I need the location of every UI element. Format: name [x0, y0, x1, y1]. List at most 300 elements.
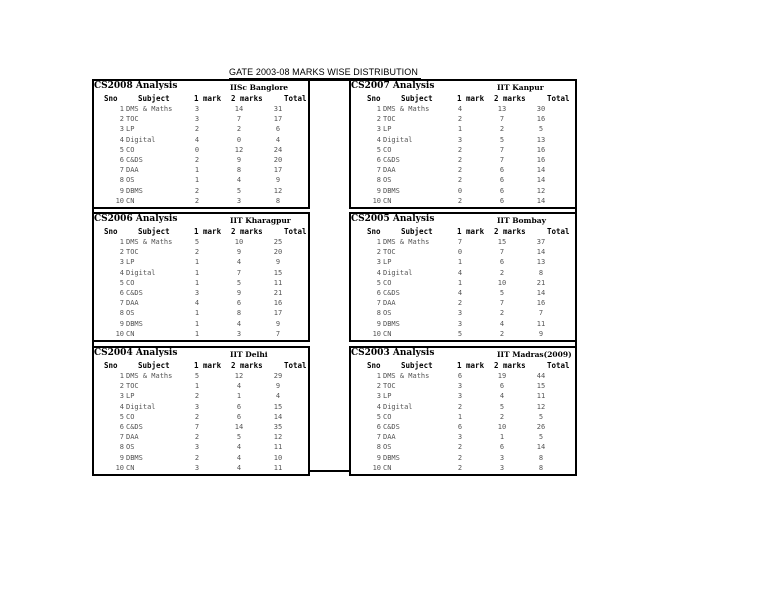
table-row	[94, 443, 308, 453]
subject-cell: DAA	[383, 299, 396, 308]
sno-cell: 1	[119, 105, 124, 113]
subject-cell: LP	[383, 392, 392, 401]
sno-cell: 1	[376, 238, 381, 246]
column-header-m1: 1 mark	[457, 361, 485, 370]
table-row	[351, 392, 575, 402]
one-mark-cell: 2	[457, 145, 463, 154]
sno-cell: 4	[119, 402, 124, 411]
subject-cell: DMS & Maths	[126, 238, 173, 246]
total-cell: 17	[273, 309, 283, 318]
sno-cell: 2	[119, 382, 124, 391]
subject-cell: CN	[383, 329, 392, 338]
sno-cell: 5	[119, 145, 124, 154]
two-mark-cell: 6	[499, 258, 505, 267]
table-row	[351, 320, 575, 330]
one-mark-cell: 0	[457, 186, 463, 195]
subject-cell: LP	[383, 258, 392, 267]
one-mark-cell: 3	[457, 319, 463, 328]
subject-cell: C&DS	[383, 156, 400, 164]
sno-cell: 3	[119, 125, 124, 134]
two-mark-cell: 3	[236, 196, 242, 205]
table-row	[351, 382, 575, 392]
subject-cell: OS	[383, 309, 392, 318]
column-header-m2: 2 marks	[494, 227, 526, 236]
sno-cell: 3	[119, 258, 124, 267]
total-cell: 9	[538, 329, 544, 338]
one-mark-cell: 3	[194, 443, 200, 452]
sno-cell: 2	[376, 382, 381, 391]
subject-cell: DBMS	[126, 453, 143, 462]
analysis-panel	[349, 346, 577, 476]
analysis-panel	[349, 212, 577, 342]
two-mark-cell: 4	[236, 443, 242, 452]
two-mark-cell: 4	[499, 392, 505, 401]
subject-cell: TOC	[126, 115, 139, 124]
two-mark-cell: 10	[234, 238, 244, 246]
table-row	[351, 238, 575, 248]
two-mark-cell: 15	[497, 238, 507, 246]
column-header-subject: Subject	[401, 361, 433, 370]
one-mark-cell: 1	[194, 278, 200, 287]
total-cell: 12	[273, 433, 283, 442]
one-mark-cell: 3	[457, 433, 463, 442]
analysis-panel	[92, 79, 310, 209]
sno-cell: 10	[115, 196, 124, 205]
total-cell: 6	[275, 125, 281, 134]
table-row	[94, 372, 308, 382]
table-row	[351, 372, 575, 382]
column-header-sno: Sno	[104, 227, 118, 236]
column-header-total: Total	[547, 361, 570, 370]
panel-institute: IIT Bombay	[497, 216, 546, 225]
sno-cell: 1	[119, 238, 124, 246]
two-mark-cell: 14	[234, 423, 244, 431]
two-mark-cell: 1	[236, 392, 242, 401]
one-mark-cell: 7	[457, 238, 463, 246]
panel-institute: IIT Kharagpur	[230, 216, 291, 225]
total-cell: 16	[536, 299, 546, 308]
table-row	[94, 105, 308, 115]
one-mark-cell: 1	[194, 176, 200, 185]
two-mark-cell: 5	[236, 278, 242, 287]
table-row	[94, 279, 308, 289]
subject-cell: DMS & Maths	[126, 105, 173, 113]
two-mark-cell: 3	[236, 329, 242, 338]
table-row	[94, 433, 308, 443]
total-cell: 17	[273, 166, 283, 175]
one-mark-cell: 2	[194, 125, 200, 134]
total-cell: 11	[536, 319, 546, 328]
table-row	[94, 403, 308, 413]
total-cell: 13	[536, 135, 546, 144]
one-mark-cell: 4	[457, 105, 463, 113]
one-mark-cell: 1	[457, 125, 463, 134]
one-mark-cell: 2	[194, 156, 200, 164]
sno-cell: 10	[372, 196, 381, 205]
table-row	[351, 443, 575, 453]
table-row	[351, 136, 575, 146]
total-cell: 9	[275, 176, 281, 185]
table-row	[351, 258, 575, 268]
two-mark-cell: 7	[499, 248, 505, 257]
table-row	[351, 187, 575, 197]
table-row	[351, 269, 575, 279]
table-row	[94, 238, 308, 248]
subject-cell: DAA	[126, 433, 139, 442]
two-mark-cell: 7	[499, 156, 505, 164]
one-mark-cell: 3	[194, 105, 200, 113]
sno-cell: 8	[376, 309, 381, 318]
two-mark-cell: 4	[236, 453, 242, 462]
one-mark-cell: 1	[194, 166, 200, 175]
total-cell: 20	[273, 248, 283, 257]
subject-cell: LP	[126, 392, 135, 401]
sno-cell: 2	[376, 248, 381, 257]
subject-cell: DAA	[383, 166, 396, 175]
subject-cell: DMS & Maths	[383, 372, 430, 380]
one-mark-cell: 1	[457, 258, 463, 267]
two-mark-cell: 12	[234, 145, 244, 154]
panel-title: CS2003 Analysis	[351, 348, 435, 358]
subject-cell: LP	[126, 258, 135, 267]
two-mark-cell: 13	[497, 105, 507, 113]
total-cell: 13	[536, 258, 546, 267]
sno-cell: 9	[119, 186, 124, 195]
column-header-sno: Sno	[104, 94, 118, 103]
two-mark-cell: 4	[236, 382, 242, 391]
one-mark-cell: 2	[457, 196, 463, 205]
one-mark-cell: 5	[194, 372, 200, 380]
table-row	[94, 320, 308, 330]
two-mark-cell: 4	[236, 463, 242, 472]
subject-cell: CO	[126, 412, 135, 421]
sno-cell: 5	[376, 145, 381, 154]
total-cell: 14	[536, 443, 546, 452]
two-mark-cell: 12	[234, 372, 244, 380]
total-cell: 10	[273, 453, 283, 462]
two-mark-cell: 19	[497, 372, 507, 380]
total-cell: 14	[536, 166, 546, 175]
total-cell: 15	[273, 402, 283, 411]
sno-cell: 8	[119, 309, 124, 318]
table-row	[351, 248, 575, 258]
subject-cell: DMS & Maths	[126, 372, 173, 380]
subject-cell: Digital	[383, 402, 413, 411]
total-cell: 9	[275, 258, 281, 267]
two-mark-cell: 7	[499, 299, 505, 308]
table-row	[351, 105, 575, 115]
one-mark-cell: 2	[457, 166, 463, 175]
sno-cell: 1	[376, 372, 381, 380]
total-cell: 4	[275, 392, 281, 401]
two-mark-cell: 8	[236, 309, 242, 318]
two-mark-cell: 6	[499, 382, 505, 391]
table-row	[94, 156, 308, 166]
table-row	[94, 136, 308, 146]
subject-cell: DBMS	[383, 186, 400, 195]
subject-cell: CN	[126, 463, 135, 472]
subject-cell: Digital	[126, 402, 156, 411]
two-mark-cell: 14	[234, 105, 244, 113]
total-cell: 15	[273, 268, 283, 277]
panel-title: CS2004 Analysis	[94, 348, 178, 358]
column-header-total: Total	[547, 227, 570, 236]
sno-cell: 4	[376, 135, 381, 144]
one-mark-cell: 3	[457, 382, 463, 391]
two-mark-cell: 6	[236, 412, 242, 421]
sno-cell: 3	[376, 258, 381, 267]
subject-cell: TOC	[126, 248, 139, 257]
table-row	[94, 146, 308, 156]
one-mark-cell: 2	[194, 453, 200, 462]
sno-cell: 4	[376, 268, 381, 277]
table-row	[94, 330, 308, 340]
two-mark-cell: 5	[499, 402, 505, 411]
sno-cell: 9	[119, 319, 124, 328]
sno-cell: 9	[376, 319, 381, 328]
two-mark-cell: 6	[236, 299, 242, 308]
subject-cell: DMS & Maths	[383, 105, 430, 113]
subject-cell: LP	[126, 125, 135, 134]
table-row	[94, 125, 308, 135]
sno-cell: 2	[119, 115, 124, 124]
total-cell: 30	[536, 105, 546, 113]
two-mark-cell: 2	[499, 125, 505, 134]
one-mark-cell: 1	[194, 382, 200, 391]
sno-cell: 10	[372, 329, 381, 338]
two-mark-cell: 7	[236, 115, 242, 124]
table-row	[94, 299, 308, 309]
one-mark-cell: 3	[194, 115, 200, 124]
subject-cell: DBMS	[126, 319, 143, 328]
two-mark-cell: 7	[236, 268, 242, 277]
two-mark-cell: 4	[236, 258, 242, 267]
total-cell: 11	[273, 278, 283, 287]
one-mark-cell: 2	[457, 115, 463, 124]
two-mark-cell: 2	[499, 309, 505, 318]
subject-cell: OS	[126, 176, 135, 185]
table-row	[351, 176, 575, 186]
panel-title: CS2007 Analysis	[351, 81, 435, 91]
subject-cell: CO	[383, 278, 392, 287]
one-mark-cell: 1	[194, 329, 200, 338]
column-header-subject: Subject	[138, 94, 170, 103]
total-cell: 25	[273, 238, 283, 246]
sno-cell: 10	[372, 463, 381, 472]
total-cell: 14	[536, 196, 546, 205]
table-row	[351, 166, 575, 176]
total-cell: 16	[536, 145, 546, 154]
subject-cell: C&DS	[383, 289, 400, 297]
one-mark-cell: 3	[457, 309, 463, 318]
two-mark-cell: 9	[236, 248, 242, 257]
column-header-sno: Sno	[104, 361, 118, 370]
total-cell: 8	[538, 268, 544, 277]
sno-cell: 7	[119, 299, 124, 308]
one-mark-cell: 2	[457, 156, 463, 164]
subject-cell: OS	[383, 443, 392, 452]
subject-cell: DBMS	[383, 319, 400, 328]
total-cell: 5	[538, 433, 544, 442]
sno-cell: 7	[376, 299, 381, 308]
sno-cell: 6	[376, 289, 381, 297]
column-header-sno: Sno	[367, 361, 381, 370]
sno-cell: 2	[376, 115, 381, 124]
subject-cell: TOC	[383, 382, 396, 391]
one-mark-cell: 4	[457, 268, 463, 277]
table-row	[94, 413, 308, 423]
table-row	[351, 279, 575, 289]
total-cell: 8	[275, 196, 281, 205]
one-mark-cell: 2	[457, 299, 463, 308]
total-cell: 16	[273, 299, 283, 308]
one-mark-cell: 2	[457, 176, 463, 185]
sno-cell: 2	[119, 248, 124, 257]
total-cell: 21	[273, 289, 283, 297]
one-mark-cell: 5	[194, 238, 200, 246]
one-mark-cell: 2	[194, 196, 200, 205]
table-row	[94, 248, 308, 258]
sno-cell: 9	[376, 186, 381, 195]
table-row	[94, 176, 308, 186]
total-cell: 16	[536, 156, 546, 164]
column-header-m1: 1 mark	[457, 94, 485, 103]
subject-cell: CN	[383, 196, 392, 205]
two-mark-cell: 2	[499, 268, 505, 277]
two-mark-cell: 7	[499, 145, 505, 154]
one-mark-cell: 2	[457, 453, 463, 462]
table-row	[94, 309, 308, 319]
total-cell: 14	[536, 289, 546, 297]
subject-cell: CN	[383, 463, 392, 472]
one-mark-cell: 3	[194, 463, 200, 472]
sno-cell: 5	[376, 412, 381, 421]
subject-cell: Digital	[383, 135, 413, 144]
two-mark-cell: 8	[236, 166, 242, 175]
two-mark-cell: 6	[236, 402, 242, 411]
sno-cell: 9	[376, 453, 381, 462]
sno-cell: 8	[376, 443, 381, 452]
table-row	[351, 454, 575, 464]
panel-institute: IIT Madras(2009)	[497, 350, 572, 359]
sno-cell: 5	[119, 412, 124, 421]
table-row	[94, 382, 308, 392]
one-mark-cell: 6	[457, 423, 463, 431]
subject-cell: LP	[383, 125, 392, 134]
subject-cell: CO	[383, 412, 392, 421]
sno-cell: 7	[376, 433, 381, 442]
total-cell: 15	[536, 382, 546, 391]
panel-title: CS2008 Analysis	[94, 81, 178, 91]
column-header-sno: Sno	[367, 227, 381, 236]
subject-cell: C&DS	[383, 423, 400, 431]
subject-cell: DAA	[126, 299, 139, 308]
two-mark-cell: 2	[499, 329, 505, 338]
subject-cell: CN	[126, 329, 135, 338]
column-header-m1: 1 mark	[194, 361, 222, 370]
table-row	[351, 146, 575, 156]
total-cell: 7	[275, 329, 281, 338]
two-mark-cell: 6	[499, 443, 505, 452]
two-mark-cell: 10	[497, 278, 507, 287]
sno-cell: 10	[115, 329, 124, 338]
analysis-panel	[92, 212, 310, 342]
one-mark-cell: 1	[194, 258, 200, 267]
total-cell: 11	[536, 392, 546, 401]
total-cell: 37	[536, 238, 546, 246]
analysis-panel	[92, 346, 310, 476]
sno-cell: 1	[119, 372, 124, 380]
total-cell: 20	[273, 156, 283, 164]
panel-title: CS2005 Analysis	[351, 214, 435, 224]
column-header-subject: Subject	[401, 227, 433, 236]
two-mark-cell: 6	[499, 176, 505, 185]
subject-cell: DBMS	[383, 453, 400, 462]
total-cell: 14	[536, 176, 546, 185]
one-mark-cell: 3	[194, 402, 200, 411]
subject-cell: DAA	[126, 166, 139, 175]
column-header-m1: 1 mark	[457, 227, 485, 236]
sno-cell: 10	[115, 463, 124, 472]
table-row	[94, 187, 308, 197]
table-row	[351, 197, 575, 207]
total-cell: 5	[538, 125, 544, 134]
total-cell: 11	[273, 443, 283, 452]
one-mark-cell: 2	[457, 402, 463, 411]
total-cell: 9	[275, 319, 281, 328]
total-cell: 7	[538, 309, 544, 318]
one-mark-cell: 1	[194, 319, 200, 328]
two-mark-cell: 6	[499, 186, 505, 195]
sno-cell: 5	[376, 278, 381, 287]
one-mark-cell: 3	[194, 289, 200, 297]
one-mark-cell: 5	[457, 329, 463, 338]
two-mark-cell: 0	[236, 135, 242, 144]
table-row	[94, 269, 308, 279]
table-row	[351, 309, 575, 319]
sno-cell: 9	[119, 453, 124, 462]
table-row	[351, 299, 575, 309]
total-cell: 12	[536, 402, 546, 411]
column-header-total: Total	[284, 227, 307, 236]
table-row	[94, 197, 308, 207]
one-mark-cell: 2	[457, 443, 463, 452]
table-row	[351, 423, 575, 433]
two-mark-cell: 4	[499, 319, 505, 328]
total-cell: 44	[536, 372, 546, 380]
sno-cell: 5	[119, 278, 124, 287]
column-header-m2: 2 marks	[494, 94, 526, 103]
one-mark-cell: 4	[194, 299, 200, 308]
one-mark-cell: 1	[457, 278, 463, 287]
page-title: GATE 2003-08 MARKS WISE DISTRIBUTION	[229, 67, 418, 77]
sno-cell: 4	[119, 135, 124, 144]
two-mark-cell: 4	[236, 176, 242, 185]
column-header-m2: 2 marks	[231, 361, 263, 370]
one-mark-cell: 2	[194, 433, 200, 442]
total-cell: 31	[273, 105, 283, 113]
sno-cell: 6	[376, 156, 381, 164]
total-cell: 24	[273, 145, 283, 154]
total-cell: 14	[273, 412, 283, 421]
total-cell: 14	[536, 248, 546, 257]
sno-cell: 7	[119, 166, 124, 175]
sno-cell: 8	[376, 176, 381, 185]
table-row	[351, 413, 575, 423]
two-mark-cell: 2	[236, 125, 242, 134]
sno-cell: 8	[119, 176, 124, 185]
total-cell: 8	[538, 453, 544, 462]
